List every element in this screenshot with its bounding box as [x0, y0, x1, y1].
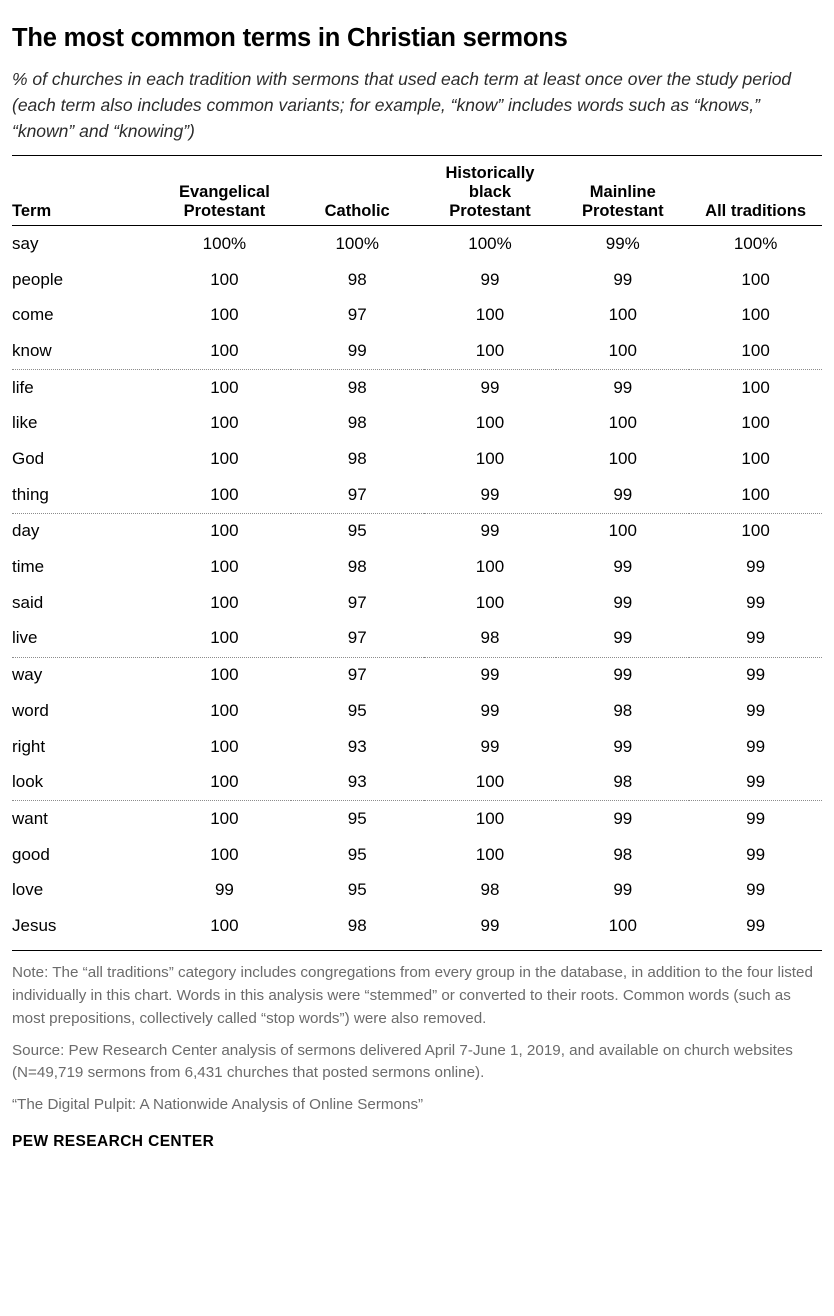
table-cell-term: look — [12, 765, 158, 801]
table-cell-value: 99 — [480, 269, 500, 289]
table-cell-term: know — [12, 333, 158, 369]
table-row — [12, 729, 822, 765]
table-cell-value: 100 — [475, 413, 505, 433]
table-cell-value: 100% — [202, 233, 247, 253]
table-cell-value: 100 — [210, 736, 239, 756]
table-cell-value: 100 — [741, 521, 770, 541]
table-cell-value: 100 — [210, 305, 239, 325]
table-cell-term: come — [12, 305, 54, 325]
table-cell-value: 100 — [475, 808, 505, 828]
table-cell-value: 97 — [347, 665, 367, 685]
column-header-catholic-label: Catholic — [324, 201, 390, 220]
column-header-historically-black-protestant — [424, 158, 557, 226]
table-cell-value: 99 — [746, 880, 766, 900]
table-cell-value: 98 — [480, 880, 500, 900]
table-cell-value: 100 — [608, 305, 637, 325]
table-row — [12, 406, 822, 442]
table-row — [12, 621, 822, 657]
table-cell-term: word — [12, 700, 49, 720]
header-line-2: Protestant — [581, 201, 664, 220]
table-cell-value: 98 — [347, 915, 367, 935]
table-cell-value: 100% — [733, 233, 778, 253]
source-text: Source: Pew Research Center analysis of sermons delivered April 7-June 1, 2019, and available on church websites (N=49,719 sermons from 6,431 churches that posted sermons online). — [12, 1041, 793, 1082]
header-line-2: black — [468, 182, 512, 201]
table-cell-value: 98 — [347, 557, 367, 577]
sermon-terms-table — [12, 158, 822, 944]
table-cell-term: day — [12, 521, 40, 541]
table-row — [12, 801, 822, 837]
table-cell-value: 99 — [613, 880, 633, 900]
table-row — [12, 442, 822, 478]
table-cell-value: 100 — [210, 413, 239, 433]
table-cell-value: 95 — [347, 700, 367, 720]
table-cell-value: 100 — [210, 557, 239, 577]
table-cell-value: 98 — [613, 700, 633, 720]
table-cell-value: 99 — [480, 915, 500, 935]
column-header-catholic — [291, 158, 424, 226]
table-cell-value: 100 — [210, 808, 239, 828]
table-cell-value: 99 — [613, 736, 633, 756]
table-cell-value: 99 — [746, 700, 766, 720]
table-cell-value: 100 — [608, 521, 637, 541]
table-cell-term: thing — [12, 477, 158, 513]
table-cell-value: 95 — [347, 844, 367, 864]
table-cell-value: 100% — [468, 233, 512, 253]
table-cell-value: 100 — [475, 592, 505, 612]
notes-block — [12, 962, 822, 1117]
table-header-row — [12, 158, 822, 226]
table-cell-value: 97 — [347, 592, 367, 612]
table-cell-value: 99 — [214, 880, 234, 900]
header-line-1: Mainline — [589, 182, 656, 201]
table-row — [12, 262, 822, 298]
header-line-3: Protestant — [449, 201, 531, 220]
organization-footer: PEW RESEARCH CENTER — [12, 1132, 215, 1150]
table-row — [12, 226, 822, 262]
table-row — [12, 765, 822, 801]
table-row — [12, 657, 822, 693]
table-cell-value: 100 — [475, 305, 505, 325]
table-row — [12, 908, 822, 944]
table-cell-value: 100 — [608, 449, 637, 468]
table-cell-term: way — [12, 665, 43, 685]
table-cell-value: 98 — [347, 413, 367, 433]
table-cell-value: 99 — [746, 844, 766, 864]
table-cell-value: 100 — [424, 765, 557, 801]
table-cell-value: 100 — [741, 269, 770, 289]
table-cell-value: 99 — [689, 621, 822, 657]
header-line-1: Evangelical — [178, 182, 270, 201]
table-cell-value: 99 — [613, 557, 633, 577]
table-cell-value: 99 — [424, 477, 557, 513]
table-cell-value: 93 — [347, 736, 367, 756]
table-cell-value: 99 — [746, 592, 766, 612]
table-cell-value: 100 — [158, 621, 291, 657]
table-cell-value: 98 — [347, 449, 367, 468]
table-row — [12, 298, 822, 334]
column-header-term-label: Term — [12, 201, 52, 220]
table-cell-value: 100 — [608, 413, 637, 433]
table-cell-value: 100 — [210, 521, 239, 541]
table-cell-value: 100 — [210, 665, 239, 685]
table-cell-value: 99 — [746, 915, 766, 935]
table-cell-value: 99 — [689, 765, 822, 801]
table-cell-value: 99 — [746, 808, 766, 828]
table-cell-value: 100 — [556, 333, 689, 369]
table-row — [12, 585, 822, 621]
header-line-2: Protestant — [183, 201, 266, 220]
table-row — [12, 837, 822, 873]
table-row — [12, 370, 822, 406]
table-cell-term: time — [12, 557, 45, 577]
table-cell-value: 100 — [210, 269, 239, 289]
column-header-term — [12, 158, 158, 226]
table-cell-value: 99 — [613, 592, 633, 612]
table-cell-value: 100 — [158, 765, 291, 801]
table-row — [12, 873, 822, 909]
table-row — [12, 550, 822, 586]
table-cell-value: 100 — [741, 413, 770, 433]
table-cell-value: 99% — [605, 233, 640, 253]
table-row — [12, 693, 822, 729]
table-cell-term: right — [12, 736, 46, 756]
table-cell-value: 98 — [613, 844, 633, 864]
table-cell-value: 100 — [158, 333, 291, 369]
table-cell-value: 99 — [291, 333, 424, 369]
chart-subtitle: % of churches in each tradition with sermons that used each term at least once over the study period (each term also includes common variants; for example, “know” includes words such as “knows,” “known” and “knowing”) — [12, 69, 792, 142]
table-cell-value: 99 — [613, 808, 633, 828]
table-cell-value: 99 — [556, 621, 689, 657]
table-row — [12, 513, 822, 549]
table-cell-value: 99 — [613, 377, 633, 397]
table-cell-value: 99 — [613, 665, 633, 685]
table-cell-value: 99 — [556, 477, 689, 513]
table-cell-term: love — [12, 880, 44, 900]
table-cell-value: 100 — [741, 449, 770, 468]
table-cell-term: like — [12, 413, 38, 433]
table-body — [12, 226, 822, 944]
table-cell-term: Jesus — [12, 915, 57, 935]
table-cell-term: want — [12, 808, 48, 828]
table-cell-value: 95 — [347, 808, 367, 828]
header-line-1: Historically — [445, 163, 535, 182]
table-cell-term: good — [12, 844, 50, 864]
table-cell-value: 100 — [424, 333, 557, 369]
divider-bottom — [12, 950, 822, 951]
column-header-mainline-protestant — [556, 158, 689, 226]
table-cell-term: say — [12, 233, 39, 253]
table-cell-value: 98 — [424, 621, 557, 657]
table-cell-term: God — [12, 449, 45, 468]
table-cell-term: life — [12, 377, 34, 397]
column-header-all-traditions-label: All traditions — [705, 201, 807, 220]
table-cell-value: 97 — [347, 305, 367, 325]
table-cell-value: 99 — [480, 700, 500, 720]
table-cell-value: 100% — [335, 233, 379, 253]
page-title: The most common terms in Christian sermons — [12, 24, 568, 52]
table-cell-value: 98 — [556, 765, 689, 801]
table-cell-value: 99 — [480, 665, 500, 685]
table-cell-value: 97 — [291, 477, 424, 513]
table-cell-value: 100 — [475, 844, 505, 864]
table-row — [12, 477, 822, 513]
table-cell-value: 100 — [741, 377, 770, 397]
table-cell-value: 100 — [741, 305, 770, 325]
table-cell-value: 100 — [210, 700, 239, 720]
table-cell-value: 98 — [347, 269, 367, 289]
table-cell-value: 100 — [210, 377, 239, 397]
table-cell-value: 98 — [347, 377, 367, 397]
column-header-evangelical-protestant — [158, 158, 291, 226]
divider-top — [12, 155, 822, 156]
table-cell-value: 100 — [689, 333, 822, 369]
table-cell-value: 100 — [475, 449, 505, 468]
table-cell-value: 99 — [746, 665, 766, 685]
table-cell-value: 100 — [210, 449, 239, 468]
table-head — [12, 158, 822, 226]
table-cell-value: 99 — [480, 377, 500, 397]
table-cell-value: 100 — [210, 844, 239, 864]
table-cell-value: 99 — [480, 736, 500, 756]
table-cell-value: 99 — [746, 736, 766, 756]
table-cell-value: 95 — [347, 521, 367, 541]
table-cell-value: 100 — [210, 915, 239, 935]
table-cell-value: 97 — [291, 621, 424, 657]
table-cell-value: 93 — [291, 765, 424, 801]
table-cell-value: 100 — [475, 557, 505, 577]
report-title-text: “The Digital Pulpit: A Nationwide Analysis of Online Sermons” — [12, 1096, 424, 1114]
table-cell-term: live — [12, 621, 158, 657]
table-cell-value: 100 — [158, 477, 291, 513]
table-cell-term: people — [12, 269, 64, 289]
column-header-all-traditions — [689, 158, 822, 226]
table-cell-value: 95 — [347, 880, 367, 900]
table-cell-value: 100 — [689, 477, 822, 513]
table-cell-term: said — [12, 592, 44, 612]
table-cell-value: 99 — [480, 521, 500, 541]
table-cell-value: 100 — [608, 915, 637, 935]
table-row — [12, 333, 822, 369]
table-cell-value: 99 — [613, 269, 633, 289]
table-cell-value: 99 — [746, 557, 766, 577]
table-cell-value: 100 — [210, 592, 239, 612]
note-text: Note: The “all traditions” category includes congregations from every group in the database, in addition to the four listed individually in this chart. Words in this analysis were “stemmed” or converted to their roots. Common words (such as most prepositions, collectively called “stop words”) were also removed. — [12, 964, 813, 1027]
